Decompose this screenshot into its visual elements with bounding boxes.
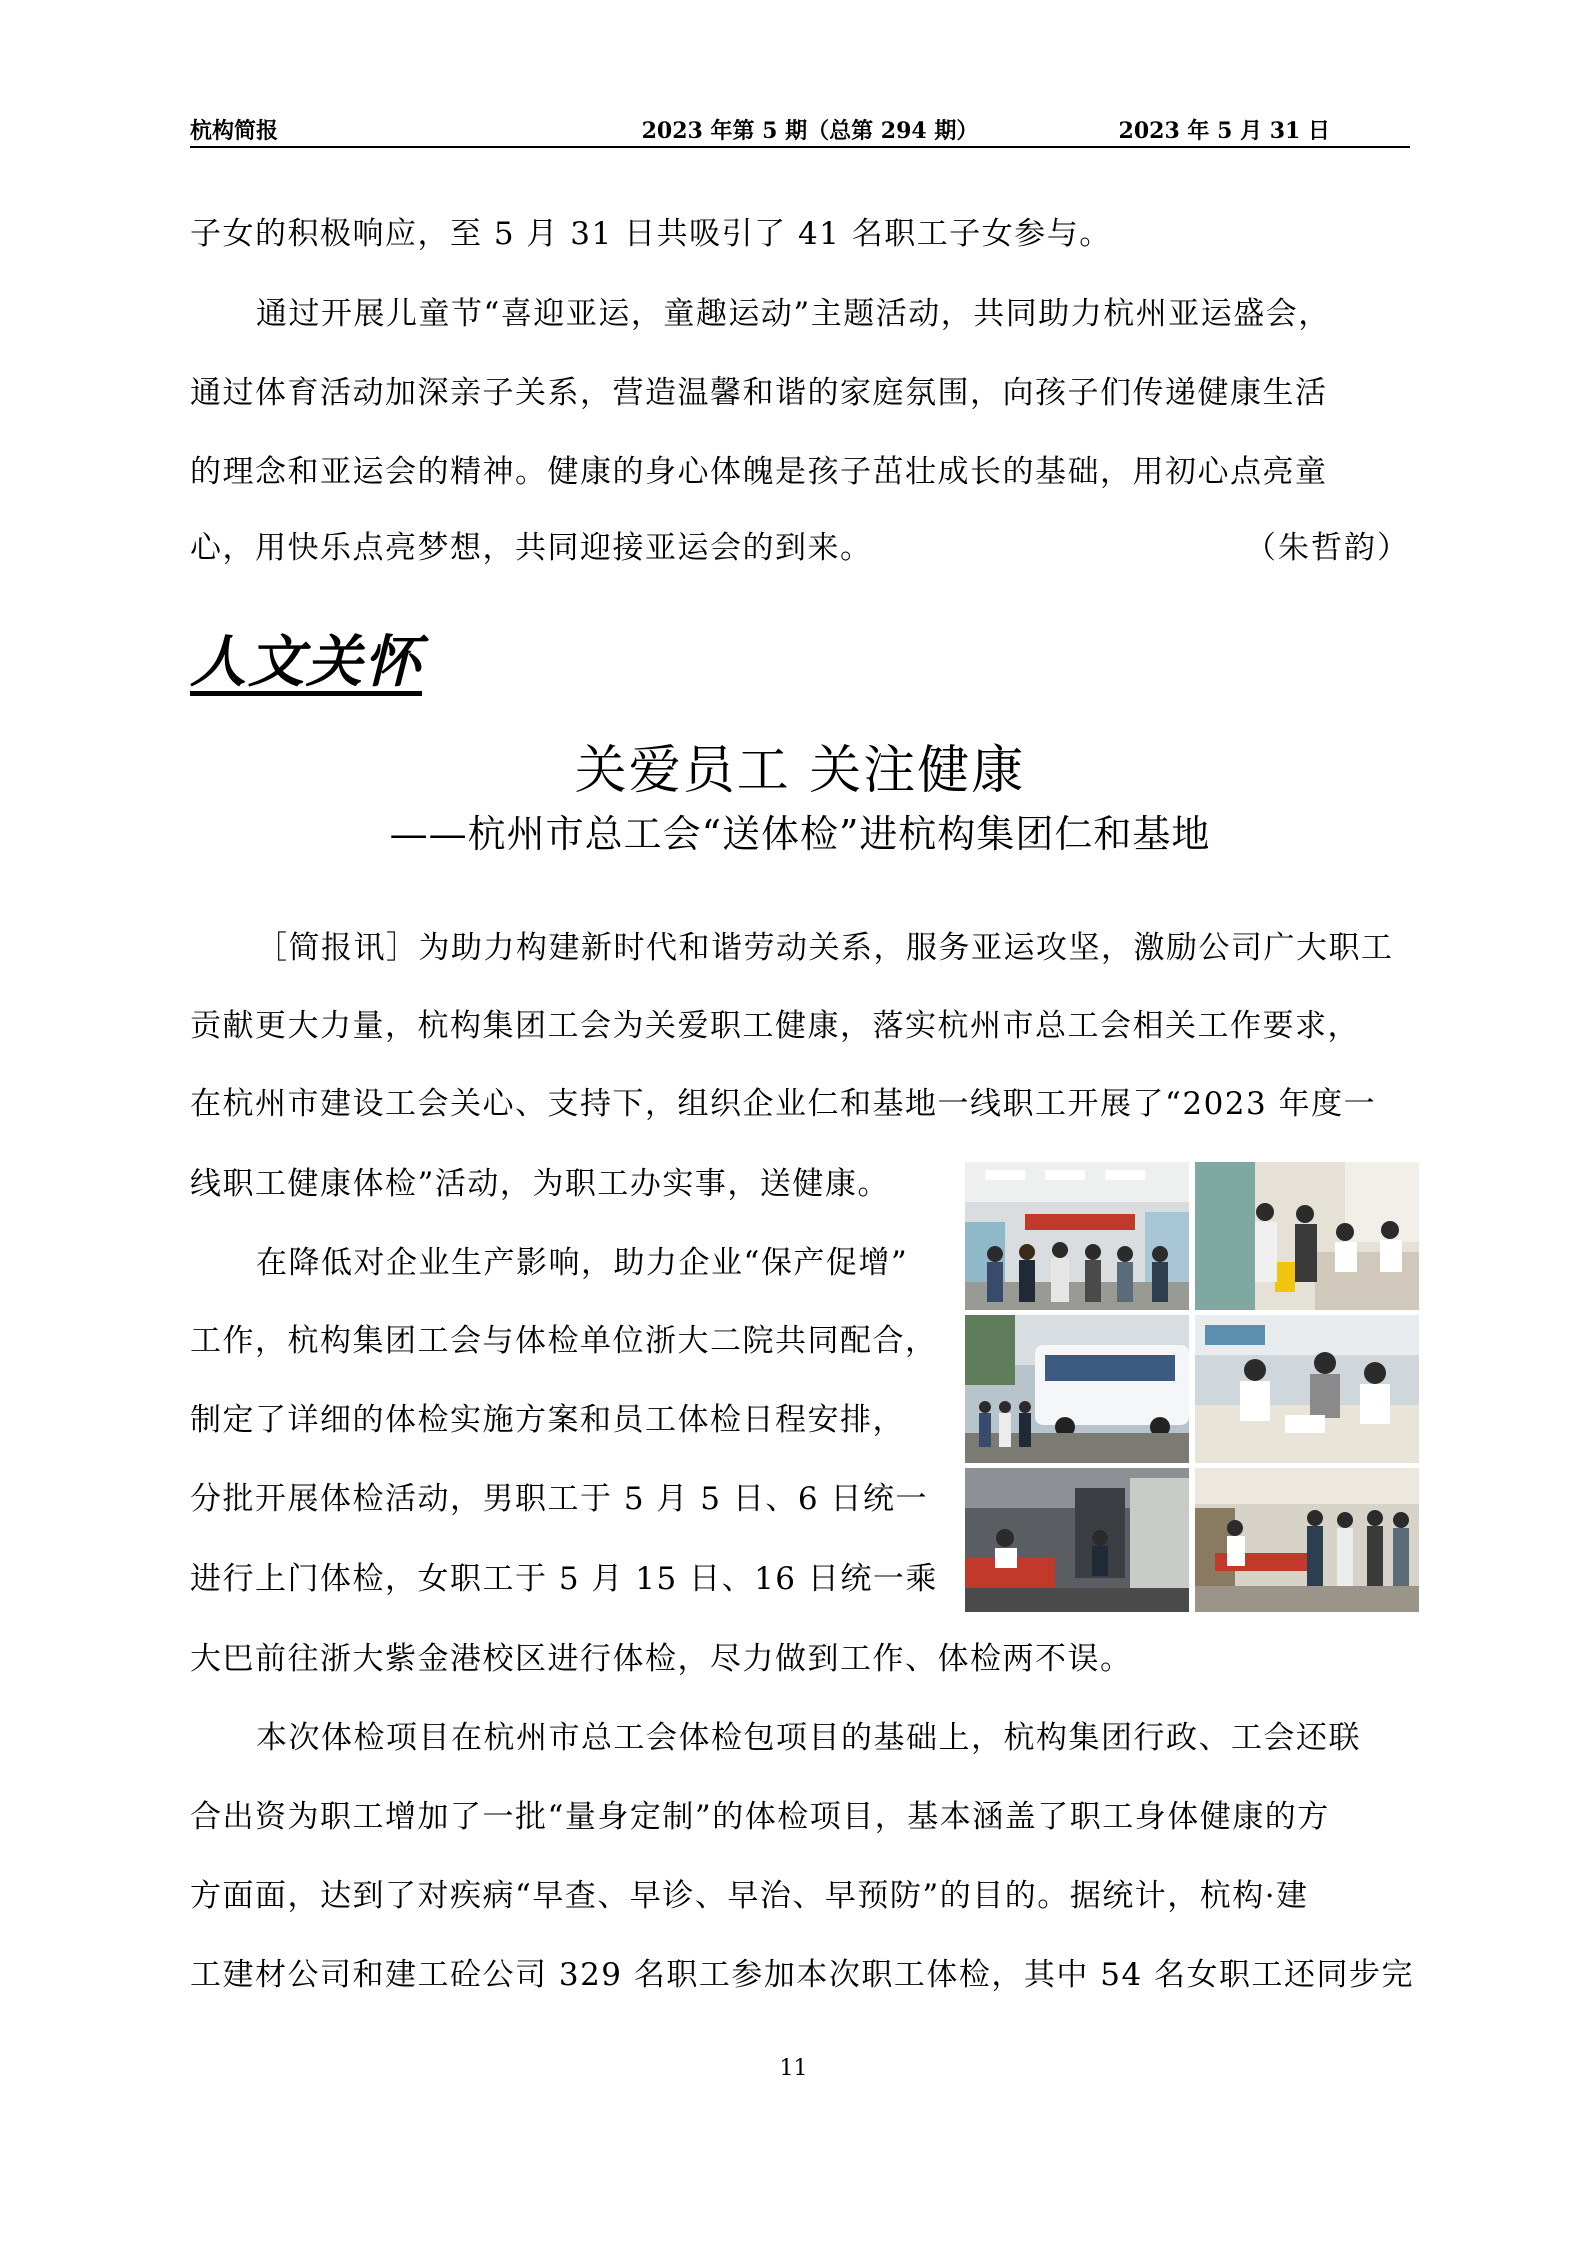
article-line: 合出资为职工增加了一批“量身定制”的体检项目，基本涵盖了职工身体健康的方 (190, 1799, 1330, 1835)
article-line: 工作，杭构集团工会与体检单位浙大二院共同配合， (190, 1323, 938, 1359)
article-line: 方面面，达到了对疾病“早查、早诊、早治、早预防”的目的。据统计，杭构·建 (190, 1878, 1309, 1914)
prev-article-line: 子女的积极响应，至 5 月 31 日共吸引了 41 名职工子女参与。 (190, 216, 1112, 252)
prev-article-line: 通过开展儿童节“喜迎亚运，童趣运动”主题活动，共同助力杭州亚运盛会， (256, 296, 1331, 332)
article-title: 关爱员工 关注健康 (574, 741, 1026, 801)
header-date: 2023 年 5 月 31 日 (1118, 118, 1330, 144)
article-line: 大巴前往浙大紫金港校区进行体检，尽力做到工作、体检两不误。 (190, 1641, 1133, 1677)
photo-blood-pressure-check (1195, 1315, 1419, 1463)
prev-article-line: 心，用快乐点亮梦想，共同迎接亚运会的到来。 (190, 530, 873, 566)
article-line: 本次体检项目在杭州市总工会体检包项目的基础上，杭构集团行政、工会还联 (256, 1720, 1361, 1756)
page-header (190, 112, 1410, 148)
author-byline: （朱哲韵） (1245, 530, 1410, 566)
article-line: 在杭州市建设工会关心、支持下，组织企业仁和基地一线职工开展了“2023 年度一 (190, 1086, 1377, 1122)
page-number: 11 (779, 2056, 808, 2081)
article-subtitle: ——杭州市总工会“送体检”进杭构集团仁和基地 (389, 812, 1211, 856)
photo-registration-desk (1195, 1162, 1419, 1310)
article-line: ［简报讯］为助力构建新时代和谐劳动关系，服务亚运攻坚，激励公司广大职工 (256, 930, 1394, 966)
photo-clinic-queue (965, 1162, 1189, 1310)
prev-article-line: 通过体育活动加深亲子关系，营造温馨和谐的家庭氛围，向孩子们传递健康生活 (190, 375, 1328, 411)
photo-medical-bus (965, 1315, 1189, 1463)
article-line: 贡献更大力量，杭构集团工会为关爱职工健康，落实杭州市总工会相关工作要求， (190, 1008, 1360, 1044)
article-line: 分批开展体检活动，男职工于 5 月 5 日、6 日统一 (190, 1481, 928, 1517)
article-line: 在降低对企业生产影响，助力企业“保产促增” (256, 1245, 909, 1281)
photo-collage (965, 1162, 1419, 1612)
header-publication-name: 杭构简报 (190, 118, 279, 144)
article-line: 工建材公司和建工砼公司 329 名职工参加本次职工体检，其中 54 名女职工还同步完 (190, 1957, 1415, 1993)
section-title: 人文关怀 (190, 629, 422, 695)
article-line: 进行上门体检，女职工于 5 月 15 日、16 日统一乘 (190, 1561, 938, 1597)
header-issue-number: 2023 年第 5 期（总第 294 期） (641, 118, 979, 144)
photo-ultrasound-room (1195, 1468, 1419, 1612)
photo-exam-room (965, 1468, 1189, 1612)
article-line: 制定了详细的体检实施方案和员工体检日程安排， (190, 1402, 905, 1438)
article-line: 线职工健康体检”活动，为职工办实事，送健康。 (190, 1166, 890, 1202)
prev-article-line: 的理念和亚运会的精神。健康的身心体魄是孩子茁壮成长的基础，用初心点亮童 (190, 454, 1328, 490)
